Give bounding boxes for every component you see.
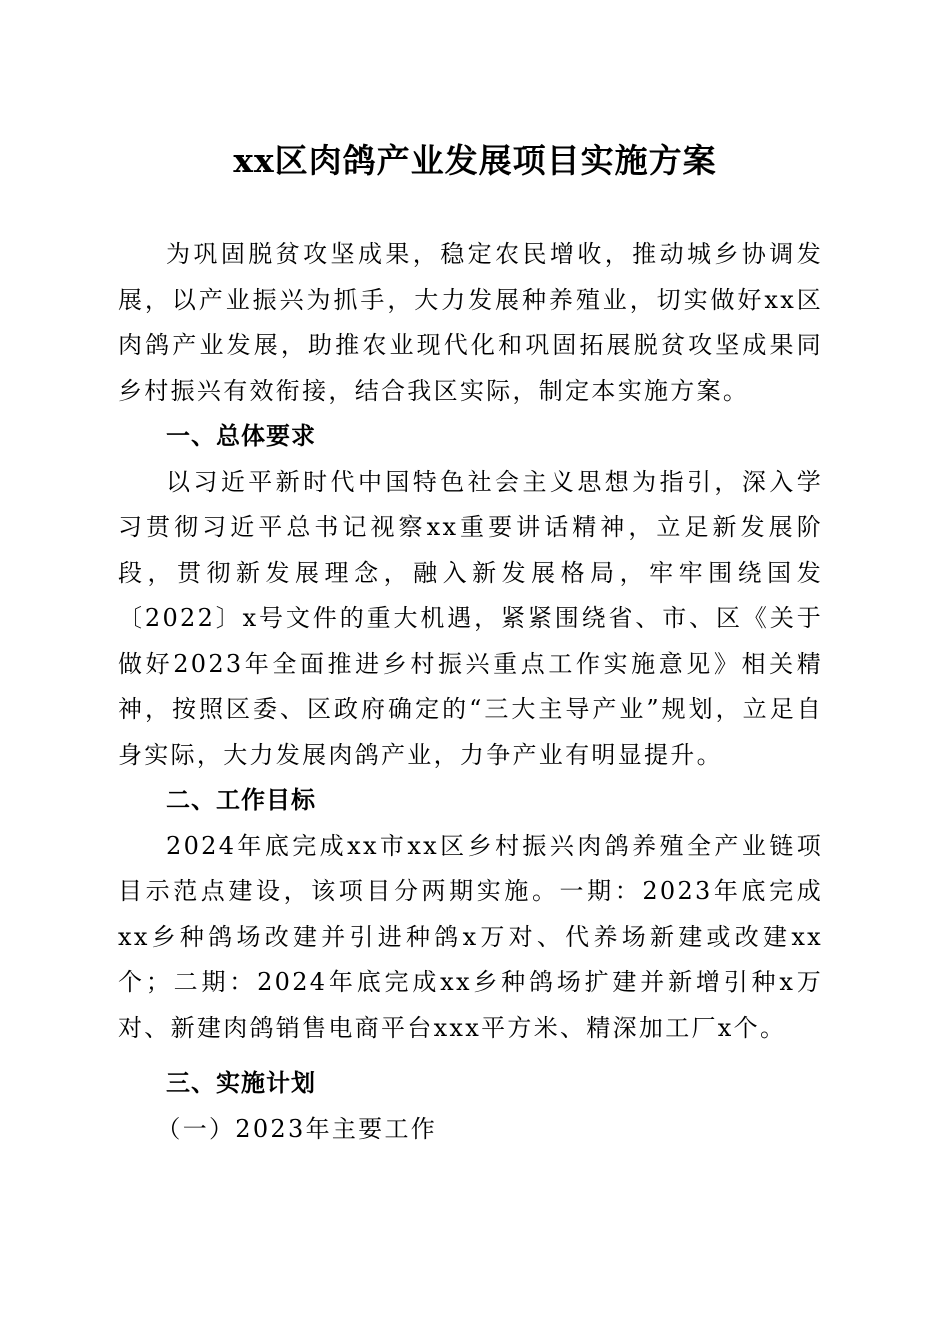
document-title: xx区肉鸽产业发展项目实施方案 (233, 141, 717, 180)
intro-paragraph: 为巩固脱贫攻坚成果，稳定农民增收，推动城乡协调发展，以产业振兴为抓手，大力发展种养殖业，切实做好xx区肉鸽产业发展，助推农业现代化和巩固拓展脱贫攻坚成果同乡村振兴有效衔接，结合我区实际，制定本实施方案。 (118, 240, 823, 405)
section-heading-work-goals: 二、工作目标 (166, 786, 316, 814)
section-paragraph-general-requirements: 以习近平新时代中国特色社会主义思想为指引，深入学习贯彻习近平总书记视察xx重要讲话精神，立足新发展阶段，贯彻新发展理念，融入新发展格局，牢牢围绕国发〔2022〕x号文件的重大机遇，紧紧围绕省、市、区《关于做好2023年全面推进乡村振兴重点工作实施意见》相关精神，按照区委、区政府确定的“三大主导产业”规划，立足自身实际，大力发展肉鸽产业，力争产业有明显提升。 (118, 467, 823, 769)
section-heading-implementation-plan: 三、实施计划 (166, 1069, 316, 1097)
document-body (118, 232, 823, 1152)
section-paragraph-work-goals: 2024年底完成xx市xx区乡村振兴肉鸽养殖全产业链项目示范点建设，该项目分两期实施。一期：2023年底完成xx乡种鸽场改建并引进种鸽x万对、代养场新建或改建xx个；二期：2024年底完成xx乡种鸽场扩建并新增引种x万对、新建肉鸽销售电商平台xxx平方米、精深加工厂x个。 (118, 831, 823, 1042)
section-heading-general-requirements: 一、总体要求 (166, 422, 316, 450)
subsection-heading-2023-work: （一）2023年主要工作 (156, 1114, 438, 1143)
